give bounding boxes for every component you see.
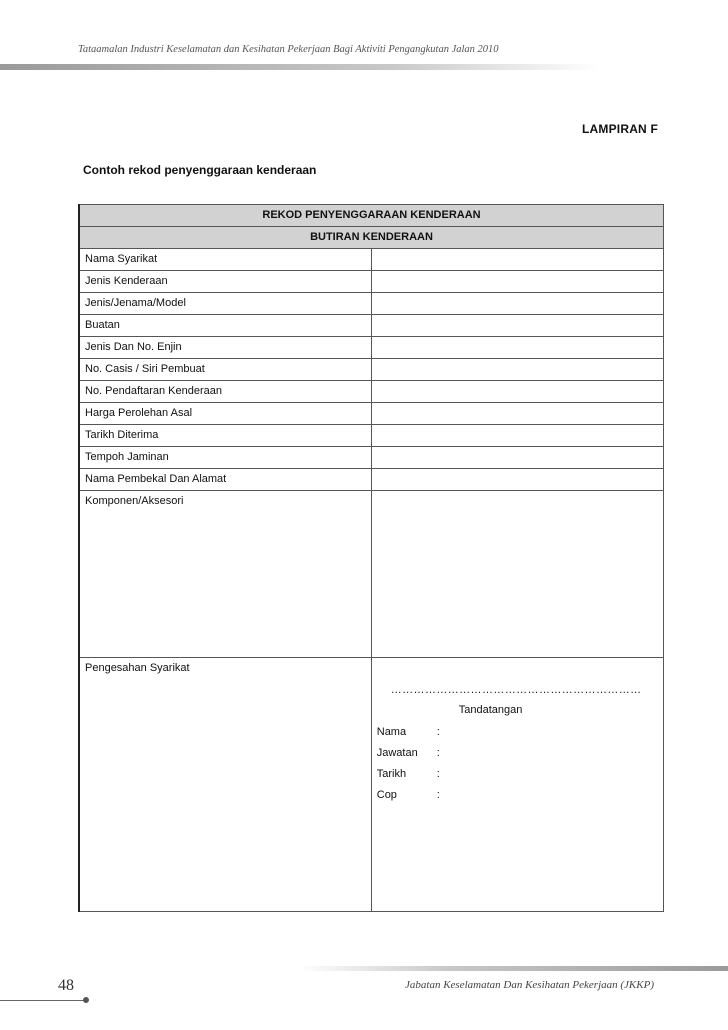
row-label: Harga Perolehan Asal [79,403,371,425]
row-value [371,447,663,469]
row-value [371,425,663,447]
row-value [371,249,663,271]
row-label: No. Casis / Siri Pembuat [79,359,371,381]
appendix-label: LAMPIRAN F [582,122,658,136]
row-label: Tarikh Diterima [79,425,371,447]
header-rule [0,64,600,70]
table-title: REKOD PENYENGGARAAN KENDERAAN [79,205,664,227]
signature-field-position [377,745,440,766]
table-title-row [79,205,664,227]
row-label: Nama Pembekal Dan Alamat [79,469,371,491]
footer-line [0,1000,86,1001]
row-value [371,271,663,293]
row-value [371,403,663,425]
table-row [79,381,664,403]
field-key: Nama [376,726,407,738]
field-key: Tarikh [376,768,407,780]
components-row [79,491,664,658]
row-label: Jenis/Jenama/Model [79,293,371,315]
row-label: Tempoh Jaminan [79,447,371,469]
table-row [79,469,664,491]
table-row [79,249,664,271]
field-separator: : [436,726,440,738]
table-subtitle-row [79,227,664,249]
components-label: Komponen/Aksesori [79,491,371,658]
footer-rule [298,966,728,971]
row-value [371,315,663,337]
table-row [79,271,664,293]
table-row [79,359,664,381]
row-label: Buatan [79,315,371,337]
example-caption: Contoh rekod penyenggaraan kenderaan [83,163,317,177]
table-row [79,337,664,359]
field-separator: : [436,789,440,801]
row-value [371,381,663,403]
row-label: Jenis Dan No. Enjin [79,337,371,359]
row-value [371,359,663,381]
row-value [371,293,663,315]
table-row [79,293,664,315]
endorsement-row [79,658,664,912]
row-label: Jenis Kenderaan [79,271,371,293]
table-row [79,315,664,337]
row-label: No. Pendaftaran Kenderaan [79,381,371,403]
maintenance-record-table [78,204,664,912]
field-separator: : [436,768,440,780]
page-number: 48 [58,977,74,994]
field-key: Jawatan [376,747,418,759]
running-header: Tataamalan Industri Keselamatan dan Kesihatan Pekerjaan Bagi Aktiviti Pengangkutan Jalan 2010 [78,44,499,55]
field-separator: : [436,747,440,759]
endorsement-label: Pengesahan Syarikat [79,658,371,912]
table-row [79,403,664,425]
table-row [79,447,664,469]
signature-field-name [377,724,440,745]
signature-line: ………………………………………………………… [390,684,642,696]
row-label: Nama Syarikat [79,249,371,271]
footer-dot [83,997,89,1003]
row-value [371,469,663,491]
field-key: Cop [376,789,397,801]
table-row [79,425,664,447]
signature-field-date [377,766,440,787]
signature-fields [377,724,440,808]
components-value [371,491,663,658]
endorsement-block [371,658,663,912]
signature-title: Tandatangan [458,704,523,716]
footer-organization: Jabatan Keselamatan Dan Kesihatan Pekerjaan (JKKP) [405,979,654,991]
table-subtitle: BUTIRAN KENDERAAN [79,227,664,249]
signature-field-stamp [377,787,440,808]
row-value [371,337,663,359]
